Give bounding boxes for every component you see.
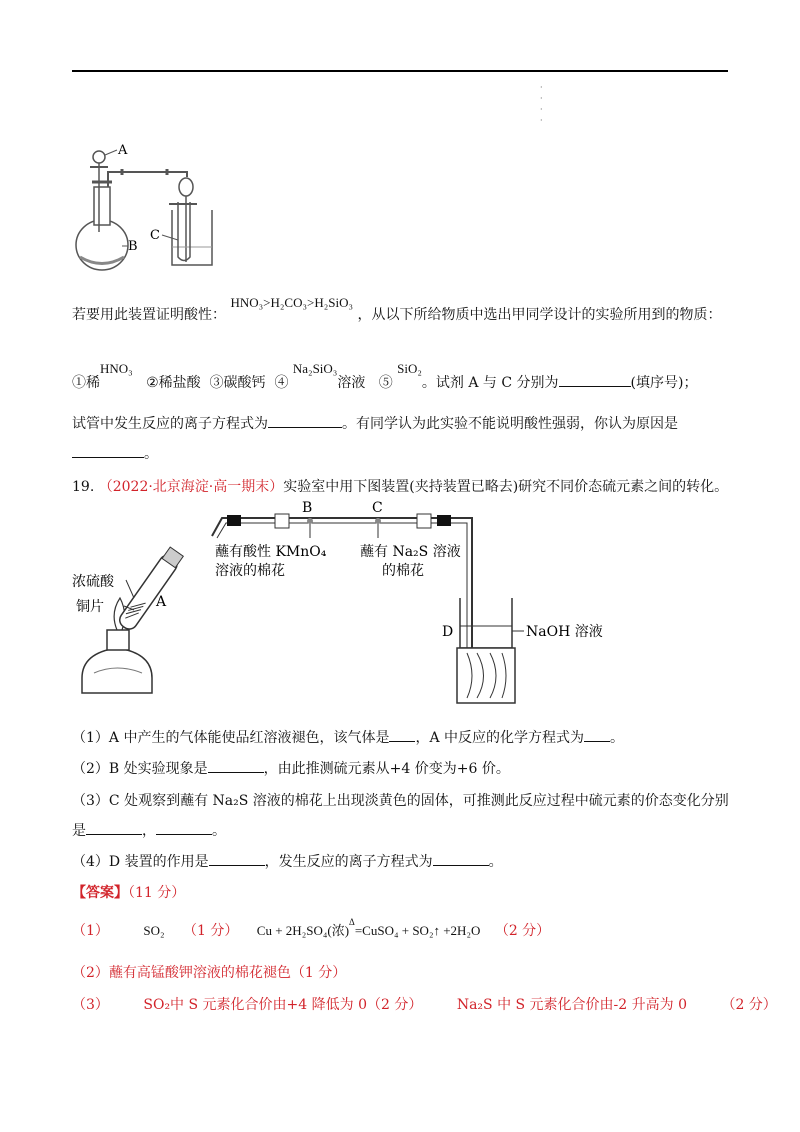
q19-sub1: （1）A 中产生的气体能使品红溶液褪色，该气体是 ，A 中反应的化学方程式为 。 bbox=[72, 730, 625, 746]
q18-line-4: 。 bbox=[72, 443, 732, 463]
answer-blank[interactable] bbox=[86, 822, 142, 835]
answer-blank[interactable] bbox=[268, 415, 342, 428]
fig18-label-a: A bbox=[118, 143, 128, 158]
answer-title: 【答案】 bbox=[72, 885, 128, 901]
fig19-label-b: B bbox=[302, 500, 313, 516]
fig19-conc-acid: 浓硫酸 bbox=[72, 574, 114, 590]
fig19-b-line2: 溶液的棉花 bbox=[215, 563, 285, 579]
answer-blank[interactable] bbox=[389, 729, 415, 742]
q18-line-3: 试管中发生反应的离子方程式为 。有同学认为此实验不能说明酸性强弱，你认为原因是 bbox=[72, 416, 678, 432]
fig19-b-line1: 蘸有酸性 KMnO₄ bbox=[215, 544, 327, 560]
acidity-order: HNO₃>H₂CO₃>H₂SiO₃ bbox=[230, 295, 354, 310]
fig19-label-a: A bbox=[156, 594, 167, 610]
answer-blank[interactable] bbox=[584, 729, 610, 742]
q18-options-line: ①稀HNO₃ ②稀盐酸 ③碳酸钙 ④ Na₂SiO₃溶液 ⑤ SiO₂。试剂 A 与 C 分别为 (填序号)； bbox=[72, 361, 698, 391]
answer-2: （2）蘸有高锰酸钾溶液的棉花褪色（1 分） bbox=[72, 965, 347, 981]
answer-3: （3） SO₂中 S 元素化合价由+4 降低为 0（2 分） Na₂S 中 S 元素化合价由-2 升高为 0 （2 分） bbox=[72, 997, 777, 1013]
fig19-c-line2: 的棉花 bbox=[382, 563, 424, 579]
answer-header bbox=[72, 882, 732, 902]
q19-stem: 19. （2022·北京海淀·高一期末）实验室中用下图装置(夹持装置已略去)研究不同价态硫元素之间的转化。 bbox=[72, 479, 729, 495]
answer-blank[interactable] bbox=[208, 760, 264, 773]
margin-dots: · · · · bbox=[540, 83, 543, 125]
answer-blank[interactable] bbox=[433, 853, 489, 866]
fig19-copper: 铜片 bbox=[76, 599, 104, 615]
fig19-c-line1: 蘸有 Na₂S 溶液 bbox=[360, 544, 461, 560]
answer-score: （11 分） bbox=[128, 885, 186, 901]
fig19-naoh: NaOH 溶液 bbox=[526, 624, 603, 640]
fig18-label-c: C bbox=[150, 228, 160, 243]
fig18-label-b: B bbox=[128, 239, 138, 254]
answer-blank[interactable] bbox=[72, 445, 144, 458]
answer-1-gas: SO₂ bbox=[143, 923, 165, 938]
q19-sub4: （4）D 装置的作用是 ，发生反应的离子方程式为 。 bbox=[72, 854, 503, 870]
answer-blank[interactable] bbox=[209, 853, 265, 866]
q19-apparatus-figure bbox=[72, 498, 632, 713]
fig19-label-c: C bbox=[372, 500, 383, 516]
q18-apparatus-figure bbox=[72, 132, 222, 277]
header-rule bbox=[72, 70, 728, 72]
q18-line-1: 若要用此装置证明酸性： HNO₃>H₂CO₃>H₂SiO₃ ，从以下所给物质中选出甲同学设计的实验所用到的物质： bbox=[72, 295, 722, 323]
q19-source: （2022·北京海淀·高一期末） bbox=[98, 479, 284, 495]
answer-blank[interactable] bbox=[156, 822, 212, 835]
q19-sub2: （2）B 处实验现象是 ，由此推测硫元素从+4 价变为+6 价。 bbox=[72, 761, 510, 777]
answer-1: （1） SO₂ （1 分） Cu + 2H₂SO₄(浓)$^\Delta$=CuSO₄ + SO₂↑ +2H₂O （2 分） bbox=[72, 917, 551, 939]
answer-blank[interactable] bbox=[559, 374, 631, 387]
q19-sub3-a: （3）C 处观察到蘸有 Na₂S 溶液的棉花上出现淡黄色的固体，可推测此反应过程中硫元素的价态变化分别 bbox=[72, 793, 729, 809]
fig19-label-d: D bbox=[442, 624, 454, 640]
q19-sub3-b: 是 ， 。 bbox=[72, 823, 226, 839]
